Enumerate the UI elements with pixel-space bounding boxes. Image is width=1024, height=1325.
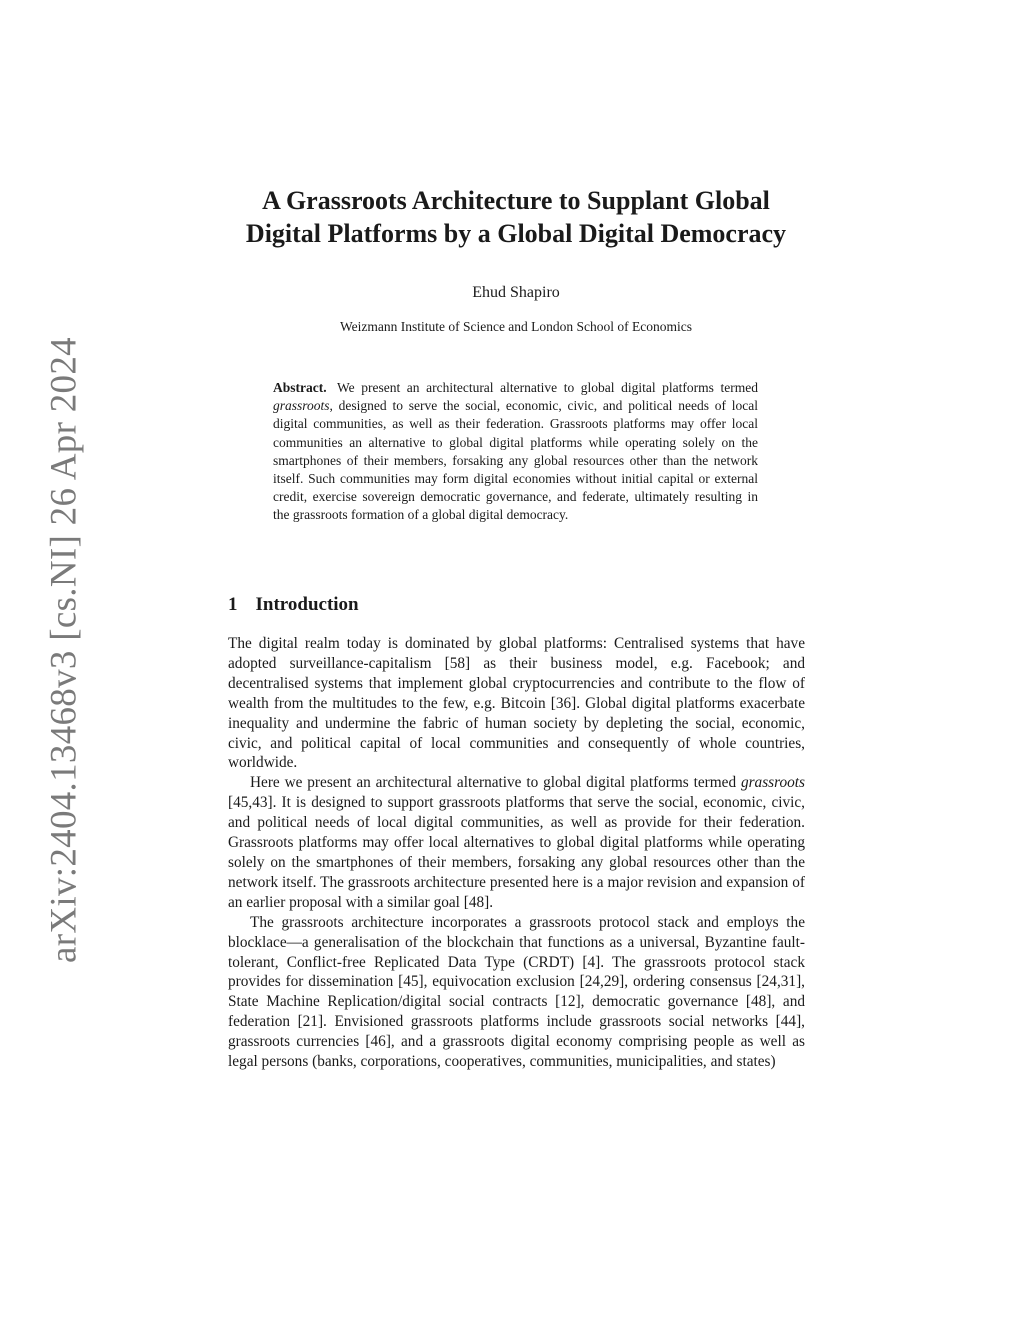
author-affiliation: Weizmann Institute of Science and London School of Economics [339,319,693,334]
paragraph-1: The digital realm today is dominated by global platforms: Centralised systems that have adopted surveillance-capitalism [58] as their business model, e.g. Facebook; and decentralised systems that implement global cryptocurrencies and contribute to the flow of wealth from the multitudes to the few, e.g. Bitcoin [36]. Global digital platforms exacerbate inequality and undermine the fabric of human society by depleting the social, economic, civic, and political capital of local communities and consequently of whole countries, worldwide. [228,635,805,772]
author-name: Ehud Shapiro [472,284,560,301]
paragraph-2-part-2: [45,43]. It is designed to support grassroots platforms that serve the social, economic, civic, and political needs of local digital communities, as well as provide for their federation. Grassroots platforms may offer local alternatives to global digital platforms while operating solely on the smartphones of their members, forsaking any global resources other than the network itself. The grassroots architecture presented here is a major revision and expansion of an earlier proposal with a similar goal [48]. [228,794,805,911]
paragraph-2-term: grassroots [740,774,805,792]
paper-title [200,184,832,250]
abstract [273,379,758,525]
paragraph-2-part-1: Here we present an architectural alternative to global digital platforms termed [250,774,741,792]
section-body [228,634,805,1072]
abstract-text-part-2: , designed to serve the social, economic, civic, and political needs of local digital communities, as well as their federation. Grassroots platforms may offer local communities an alternative to global digital platforms while operating solely on the smartphones of their members, forsaking any global resources other than the network itself. Such communities may form digital economies without initial capital or external credit, exercise sovereign democratic governance, and federate, ultimately resulting in the grassroots formation of a global digital democracy. [273,398,758,523]
title-line-2: Digital Platforms by a Global Digital Democracy [245,219,787,248]
arxiv-identifier-stamp: arXiv:2404.13468v3 [cs.NI] 26 Apr 2024 [43,337,85,963]
section-heading [228,594,359,616]
title-line-1: A Grassroots Architecture to Supplant Global [262,186,770,215]
paragraph-2 [228,773,805,912]
section-title: Introduction [255,594,359,615]
abstract-label: Abstract. [273,380,327,395]
abstract-term: grassroots [273,398,330,414]
abstract-text-part-1: We present an architectural alternative to global digital platforms termed [336,380,758,395]
paragraph-3: The grassroots architecture incorporates a grassroots protocol stack and employs the blocklace—a generalisation of the blockchain that functions as a universal, Byzantine fault-tolerant, Conflict-free Replicated Data Type (CRDT) [4]. The grassroots protocol stack provides for dissemination [45], equivocation exclusion [24,29], ordering consensus [24,31], State Machine Replication/digital social contracts [12], democratic governance [48], and federation [21]. Envisioned grassroots platforms include grassroots social networks [44], grassroots currencies [46], and a grassroots digital economy comprising people as well as legal persons (banks, corporations, cooperatives, communities, municipalities, and states) [228,913,805,1071]
section-number: 1 [228,594,238,615]
